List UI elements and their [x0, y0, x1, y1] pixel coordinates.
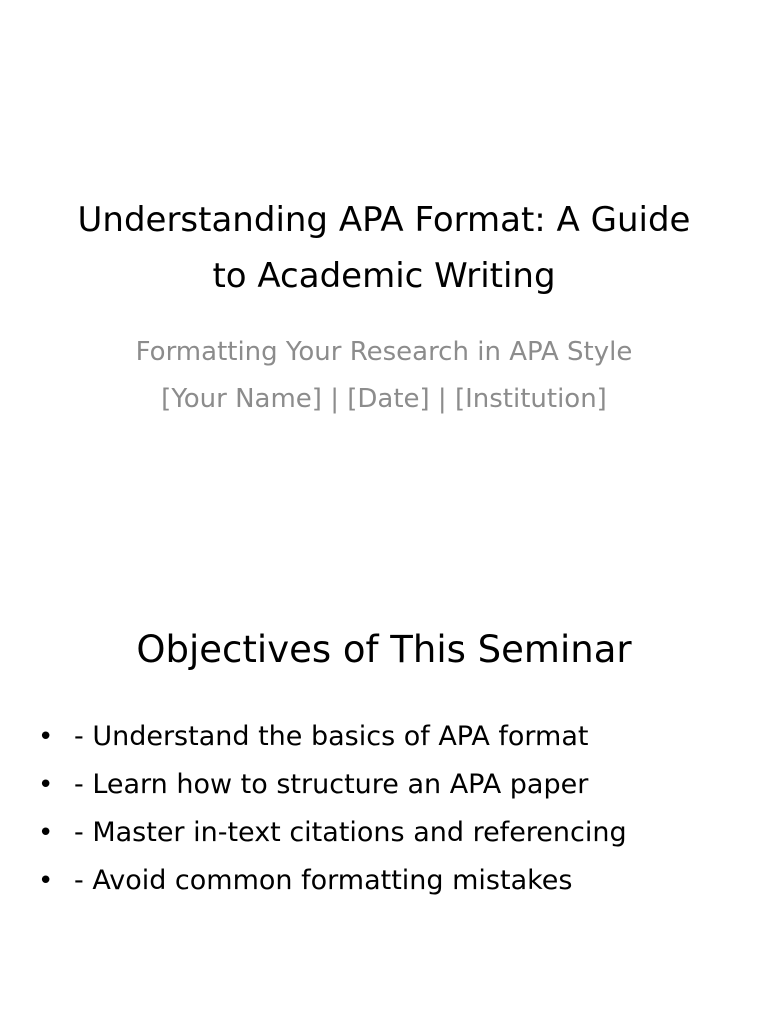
subtitle-block	[120, 332, 648, 420]
objectives-slide	[0, 576, 768, 1024]
bullet-icon: •	[38, 722, 54, 752]
list-item-text: - Learn how to structure an APA paper	[74, 769, 589, 800]
bullet-icon: •	[38, 866, 54, 896]
bullet-icon: •	[38, 818, 54, 848]
list-item-text: - Avoid common formatting mistakes	[74, 865, 573, 896]
list-item	[38, 713, 738, 761]
subtitle: Formatting Your Research in APA Style	[135, 337, 633, 367]
presentation-title: Understanding APA Format: A Guide to Academic Writing	[77, 200, 691, 296]
list-item-text: - Understand the basics of APA format	[74, 721, 589, 752]
objectives-list	[38, 713, 738, 905]
presenter-info: [Your Name] | [Date] | [Institution]	[161, 384, 607, 414]
list-item	[38, 857, 738, 905]
list-item	[38, 761, 738, 809]
bullet-icon: •	[38, 770, 54, 800]
list-item-text: - Master in-text citations and referencing	[74, 817, 627, 848]
objectives-title: Objectives of This Seminar	[136, 628, 632, 671]
list-item	[38, 809, 738, 857]
